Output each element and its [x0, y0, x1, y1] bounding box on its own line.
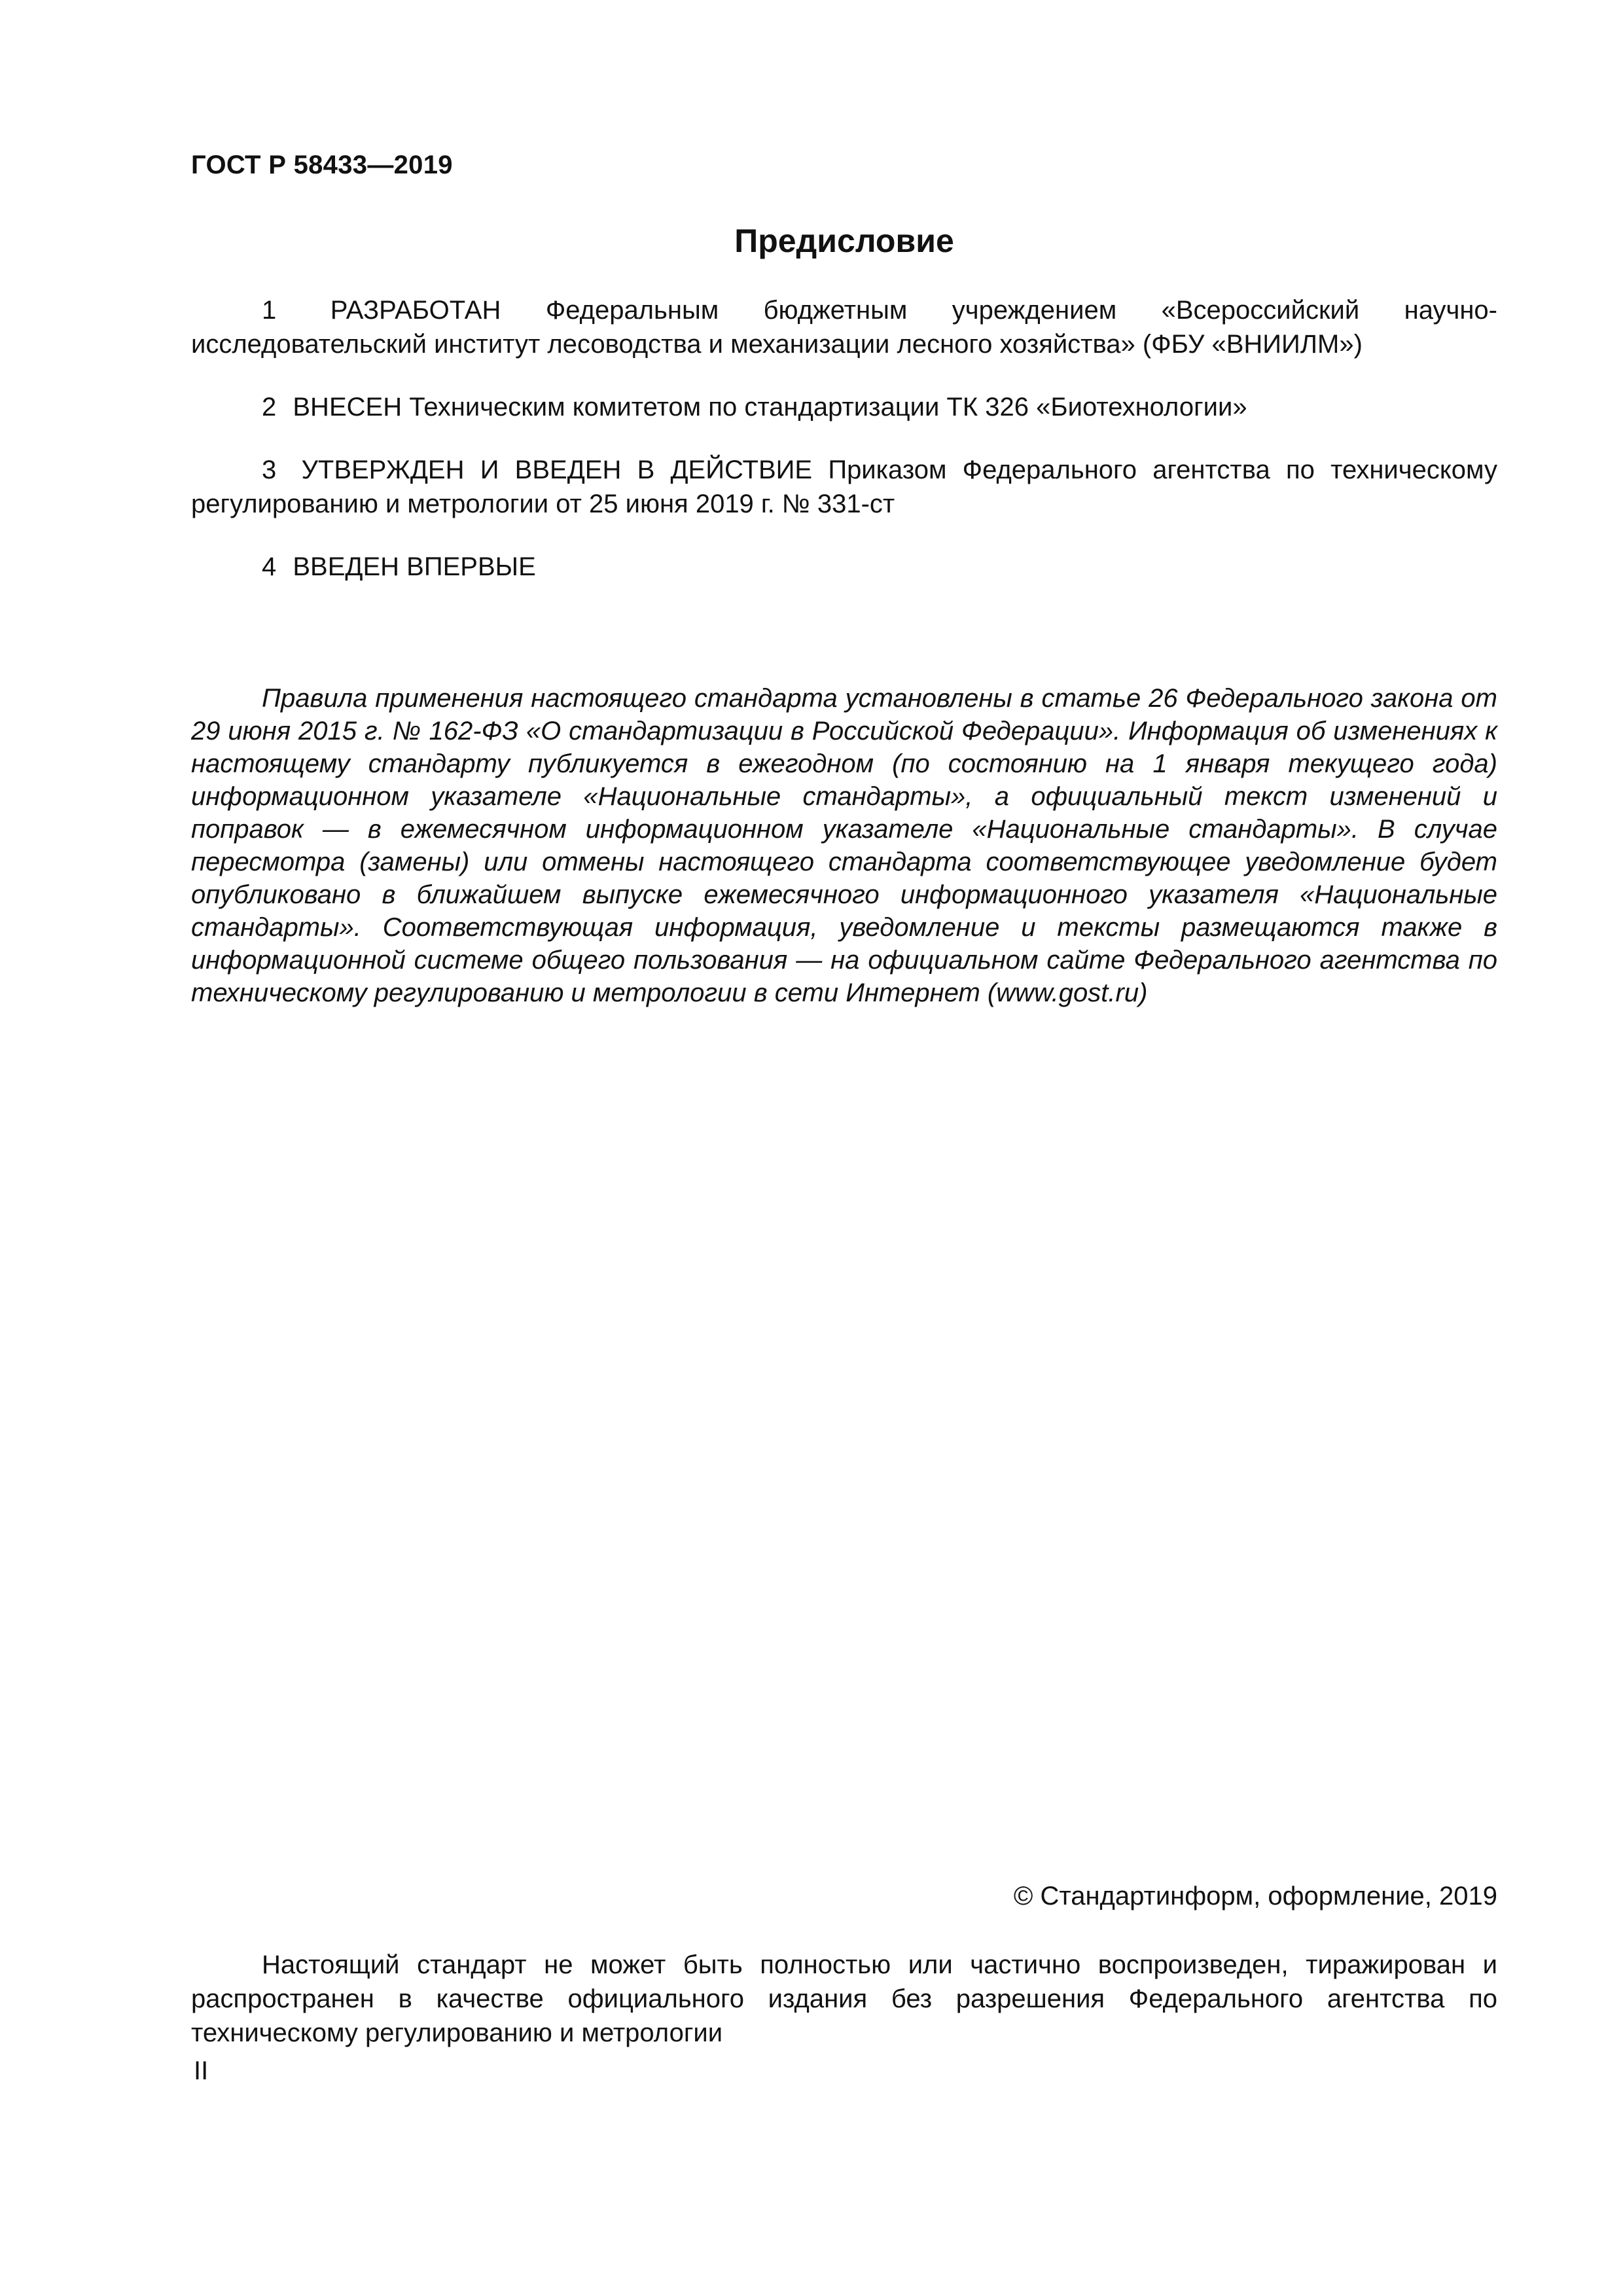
foreword-item-4	[191, 550, 1497, 584]
item-number: 3	[262, 456, 277, 484]
item-number: 4	[262, 552, 277, 581]
section-title: Предисловие	[734, 223, 954, 259]
item-caps: ВВЕДЕН ВПЕРВЫЕ	[293, 552, 536, 581]
foreword-item-2	[191, 390, 1497, 424]
standard-code: ГОСТ Р 58433—2019	[191, 151, 453, 179]
item-caps: РАЗРАБОТАН	[330, 296, 501, 325]
foreword-item-1	[191, 293, 1497, 361]
foreword-items	[191, 293, 1497, 613]
copyright-line: © Стандартинформ, оформление, 2019	[1013, 1882, 1497, 1910]
page-number: II	[194, 2056, 209, 2085]
item-text: Техническим комитетом по стандартизации ТК 326 «Биотехнологии»	[409, 393, 1247, 422]
item-text: Приказом Федерального агентства по техническому регулированию и метрологии от 25 июня 2019 г. № 331-ст	[191, 456, 1497, 518]
item-caps: УТВЕРЖДЕН И ВВЕДЕН В ДЕЙСТВИЕ	[301, 456, 813, 484]
item-number: 1	[262, 296, 277, 325]
foreword-item-3	[191, 453, 1497, 521]
application-rules-notice: Правила применения настоящего стандарта установлены в статье 26 Федерального закона от 29 июня 2015 г. № 162-ФЗ «О стандартизации в Российской Федерации». Информация об изменениях к настоящему стандарту публикуется в ежегодном (по состоянию на 1 января текущего года) информационном указателе «Национальные стандарты», а официальный текст изменений и поправок — в ежемесячном информационном указателе «Национальные стандарты». В случае пересмотра (замены) или отмены настоящего стандарта соответствующее уведомление будет опубликовано в ближайшем выпуске ежемесячного информационного указателя «Национальные стандарты». Соответствующая информация, уведомление и тексты размещаются также в информационной системе общего пользования — на официальном сайте Федерального агентства по техническому регулированию и метрологии в сети Интернет (www.gost.ru)	[191, 684, 1497, 1007]
reprint-notice: Настоящий стандарт не может быть полностью или частично воспроизведен, тиражирован и распространен в качестве официального издания без разрешения Федерального агентства по техническому регулированию и метрологии	[191, 1950, 1497, 2047]
item-caps: ВНЕСЕН	[293, 393, 402, 422]
item-number: 2	[262, 393, 277, 422]
item-text: Федеральным бюджетным учреждением «Всероссийский научно-исследовательский институт лесоводства и механизации лесного хозяйства» (ФБУ «ВНИИЛМ»)	[191, 296, 1497, 359]
